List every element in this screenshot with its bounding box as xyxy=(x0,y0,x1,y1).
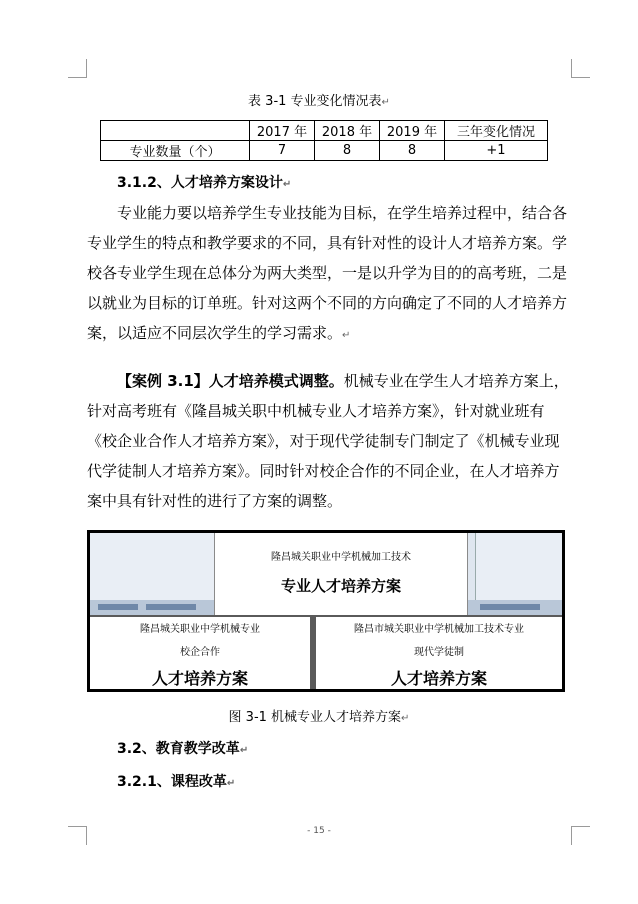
figure-top-title: 隆昌城关职业中学机械加工技术 xyxy=(271,552,411,563)
figure-caption: 图 3-1 机械专业人才培养方案↵ xyxy=(228,710,410,725)
section-heading-3-2: 3.2、教育教学改革↵ xyxy=(117,741,249,757)
table-header-row xyxy=(101,121,548,141)
cover-left-school: 隆昌城关职业中学机械专业 xyxy=(140,624,260,635)
corner-mark-top-right xyxy=(571,59,590,78)
cover-right-type: 现代学徒制 xyxy=(414,647,464,658)
table-header-cell: 2018 年 xyxy=(315,121,380,141)
cover-left-title: 人才培养方案 xyxy=(151,669,248,688)
section-heading-3-1-2: 3.1.2、人才培养方案设计↵ xyxy=(117,175,292,191)
training-plan-figure xyxy=(87,530,565,692)
table-cell: 8 xyxy=(315,141,380,161)
specialty-table xyxy=(100,120,548,161)
cover-left-type: 校企合作 xyxy=(180,647,220,658)
table-caption: 表 3-1 专业变化情况表↵ xyxy=(248,94,390,109)
corner-mark-top-left xyxy=(68,59,87,78)
table-header-cell: 2019 年 xyxy=(380,121,445,141)
cover-apprenticeship xyxy=(316,617,562,692)
case-tag: 【案例 3.1】人才培养模式调整。 xyxy=(117,372,344,390)
cover-right-school: 隆昌市城关职业中学机械加工技术专业 xyxy=(354,624,524,635)
table-header-cell: 2017 年 xyxy=(250,121,315,141)
table-cell: +1 xyxy=(445,141,548,161)
table-cell: 专业数量（个） xyxy=(101,141,250,161)
section-heading-3-2-1: 3.2.1、课程改革↵ xyxy=(117,774,236,790)
table-header-cell xyxy=(101,121,250,141)
table-row xyxy=(101,141,548,161)
cover-right-title: 人才培养方案 xyxy=(390,669,487,688)
paragraph-talent-training: 专业能力要以培养学生专业技能为目标，在学生培养过程中，结合各专业学生的特点和教学要求的不同，具有针对性的设计人才培养方案。学校各专业学生现在总体分为两大类型，一是以升学为目的的高考班，二是以就业为目标的订单班。针对这两个不同的方向确定了不同的人才培养方案，以适应不同层次学生的学习需求。↵ xyxy=(87,204,568,342)
cover-school-enterprise xyxy=(90,617,310,692)
table-cell: 7 xyxy=(250,141,315,161)
page-number: - 15 - xyxy=(307,826,331,836)
table-cell: 8 xyxy=(380,141,445,161)
figure-top-heading: 专业人才培养方案 xyxy=(280,577,401,595)
case-3-1-paragraph: 【案例 3.1】人才培养模式调整。机械专业在学生人才培养方案上，针对高考班有《隆昌城关职中机械专业人才培养方案》，针对就业班有《校企业合作人才培养方案》，对于现代学徒制专门制定了《机械专业现代学徒制人才培养方案》。同时针对校企合作的不同企业，在人才培养方案中具有针对性的进行了方案的调整。 xyxy=(87,372,569,510)
table-header-cell: 三年变化情况 xyxy=(445,121,548,141)
screenshot-document xyxy=(214,533,468,615)
